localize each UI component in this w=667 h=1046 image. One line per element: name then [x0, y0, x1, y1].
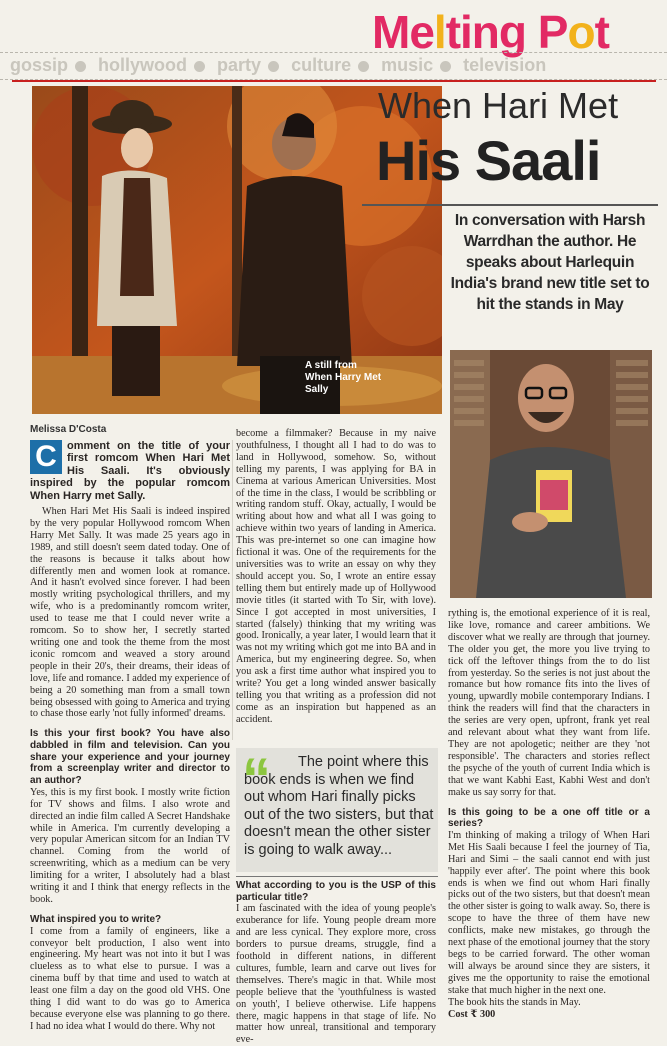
masthead-rule [12, 80, 656, 82]
pull-quote [236, 748, 438, 872]
answer-continued: rything is, the emotional experience of it is real, like love, romance and career ambitions. We discover what we really are through that journey. The older you get, the more you live trying to tick off the leftover things from the to do list from yesterday. So the series is not just about the romance but how romance fits into the lives of young, upwardly mobile contemporary Indians. I think the readers will find that the characters in the series are very open, upfront, frank yet real and relevant about what they want from life. They are not apologetic; neither are they 'not responsible'. The characters and stories reflect the psyche of the youth of current India which is that we want Kabhi East, Kabhi West and don't make us say sorry for that. [448, 608, 650, 798]
headline-line-1: When Hari Met [378, 85, 619, 126]
brand-logo: Melting Pot [372, 6, 609, 58]
answer: I am fascinated with the idea of young people's exuberance for life. Young people dream more and are less cynical. They explore more, cross borders to pursue dreams, struggle, find a foothold in different nations, in different cultures, fumble, learn and carve out lives for themselves. There's magic in that. While most people believe that the 'youthfulness is wasted on youth', I believe otherwise. Life happens there, magic happens in that stage of life. No matter how unreal, transitional and temporary eve- [236, 903, 436, 1046]
article-column-1 [30, 440, 230, 1033]
section-music: music [381, 55, 434, 75]
author-illustration [450, 350, 652, 598]
answer-continued: become a filmmaker? Because in my naive youthfulness, I thought all I had to do was to land in Hollywood, somehow. So, without telling my parents, I was applying for BA in Cinema at various American Universities. Most of the time in the class, I would be scribbling or writing random stuff. Okay, actually, I would be writing about how and what all I was going to achieve within two years of landing in America. This was pre-internet so one can imagine how fictional it was. One of the requirements for the universities was to write an essay on why they should accept you. So, I wrote an entire essay telling them but entirely made up of Hollywood movie titles (it started with To Sir, with love). Since I got accepted in most universities, I started (falsely) thinking that my writing was good. Ironically, a year later, I would learn that it was not my writing which got me into BA and in America, but my engineering degree. So, when you ask a first time author what inspired you to write? You get a long winded answer basically telling you that writing as a profession did not come as an inspiration but happened as an accident. [236, 428, 436, 725]
question: Is this going to be a one off title or a series? [448, 806, 650, 830]
article-column-3 [448, 608, 650, 1020]
answer: I'm thinking of making a trilogy of When Hari Met His Saali because I feel the journey of Tia, Hari and Simi – the saali cannot end with just 'happily ever after'. The point where this book ends is when we find out whom Hari finally picks out of the two sisters, but that doesn't mean the other sister is going to walk away. So, there is scope to have the three of them have new conflicts, make new mistakes, go through the next phase of the emotional journey that the story begs to be carried forward. The other woman will always be around since they are sisters, it gives me the opportunity to raise the emotional stake that much higher in the next one. [448, 829, 650, 996]
drop-cap: C [30, 440, 62, 474]
section-television: television [463, 55, 547, 75]
headline-line-2: His Saali [376, 129, 601, 192]
pull-quote-text: The point where this book ends is when we find out whom Hari finally picks out of the two sisters, but that doesn't mean the other sister is going to walk away... [244, 754, 434, 858]
headline-rule [362, 204, 658, 206]
question: What inspired you to write? [30, 913, 162, 925]
section-hollywood: hollywood [98, 55, 188, 75]
section-culture: culture [291, 55, 352, 75]
section-party: party [217, 55, 262, 75]
paragraph: When Hari Met His Saali is indeed inspired by the very popular Hollywood romcom When Harry Met Sally. It was made 25 years ago in 1989, and still doesn't seem dated today. One of the reasons is because it talks about how differently men and women look at romance. And it hasn't evolved since forever. I had been mostly writing psychological thrillers, and my wife, who is a predominantly romcom writer, used to tease me that I could never write a romcom. So to show her, I secretly started writing one and took the theme from the most iconic romcom and weaved a story around people in their 20's, their dreams, their ideas of love, life and romance. I added my experience of being a 20 something man from a small town being obsessed with going to America and trying to chase those early 'not fully informed' dreams. [30, 506, 230, 720]
byline: Melissa D'Costa [30, 424, 107, 435]
section-nav [0, 52, 667, 80]
closing-line: The book hits the stands in May. [448, 996, 581, 1008]
lead-paragraph [30, 440, 230, 502]
quote-mark-icon: “ [242, 747, 271, 812]
section-gossip: gossip [10, 55, 69, 75]
article-column-2-lower [236, 872, 436, 1046]
author-photo [450, 350, 652, 598]
question: What according to you is the USP of this particular title? [236, 880, 436, 903]
article-column-2 [236, 428, 436, 726]
column-divider [232, 440, 233, 740]
price: Cost ₹ 300 [448, 1008, 496, 1020]
lead-text: omment on the title of your first romcom When Hari Met His Saali. It's obviously inspired by the popular romcom When Harry met Sally. [30, 440, 230, 502]
answer: Yes, this is my first book. I mostly write fiction for TV shows and films. I also wrote and directed an indie film called A Secret Handshake while in America. I'm currently developing a very popular American sitcom for an Indian TV channel. Coming from the world of screenwriting, which as a medium can be very limiting for a writer, I absolutely had a blast writing it and I think that energy reflects in the book. [30, 786, 230, 906]
question: Is this your first book? You have also dabbled in film and television. Can you share your experience and your journey from a screenplay writer and director to an author? [30, 728, 230, 787]
standfirst: In conversation with Harsh Warrdhan the author. He speaks about Harlequin India's brand new title set to hit the stands in May [450, 212, 650, 313]
answer: I come from a family of engineers, like a conveyor belt production, I also went into engineering. My heart was not into it but I was clueless as to what else to pursue. I was a cinema buff by that time and used to watch at least one film a day on the good old VHS. One thing I did want to do was go to America because everyone else was planning to go there. I had no idea what I would do there. Why not [30, 925, 230, 1032]
photo-caption: A still from When Harry Met Sally [305, 360, 382, 395]
